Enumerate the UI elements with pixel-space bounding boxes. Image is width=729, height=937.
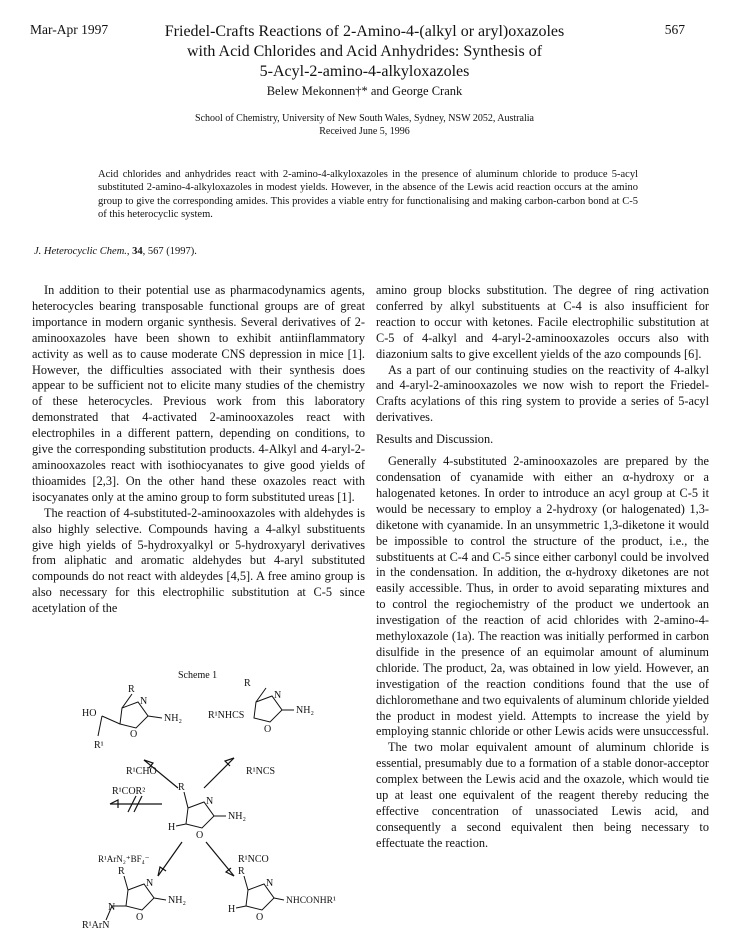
structure-label: O bbox=[136, 912, 144, 923]
structure-label: R bbox=[128, 684, 135, 695]
article-title bbox=[0, 22, 729, 82]
structure-label: HO bbox=[82, 708, 97, 719]
reagent-label: R¹CHO bbox=[126, 766, 157, 777]
reagent-label: R¹ArN₂⁺BF₄⁻ bbox=[98, 854, 150, 864]
reaction-arrow bbox=[144, 758, 234, 788]
structure-label: NHCONHR¹ bbox=[286, 896, 336, 906]
paragraph: In addition to their potential use as pharmacodynamics agents, heterocycles bearing transposable functional groups are of great importance in modern organic synthesis. Several derivatives of 2-aminooxazoles have been shown to exhibit antiinflammatory activity as well as to cause moderate CNS depression in mice [1]. However, the difficulties associated with their synthesis does appear to be sufficient not to elicite many studies of the chemistry of these heterocycles. Previous work from this laboratory demonstrated that 4-activated 2-aminooxazoles react with electrophiles in a different pattern, depending on conditions, to give the corresponding substitution products. 4-Alkyl and 4-aryl-2-aminooxazoles react with isothiocyanates to give good yields of thioamides [2,3]. On the other hand these oxazoles react with isocyanates only at the amino group to form substituted ureas [1]. bbox=[32, 283, 365, 504]
abstract: Acid chlorides and anhydrides react with 2-amino-4-alkyloxazoles in the presence of aluminum chloride to produce 5-acyl substituted 2-amino-4-alkyloxazoles in modest yields. However, in the absence of the Lewis acid reaction occurs at the amino group to give the corresponding amides. This provides a viable entry for functionalising and making carbon-carbon bond at C-5 of this heterocyclic system. bbox=[98, 169, 638, 221]
structure-label: R bbox=[244, 678, 251, 689]
structure-label: O bbox=[256, 912, 264, 923]
structure-label: R¹NHCS bbox=[208, 710, 245, 721]
structure-label: N bbox=[206, 796, 214, 807]
structure-label: R bbox=[118, 866, 125, 877]
paragraph: Generally 4-substituted 2-aminooxazoles are prepared by the condensation of cyanamide with either an α-hydroxy or a halogenated ketones. In order to introduce an acyl group at C-5 it would be necessary to employ a 2-hydroxy (or halogenated) 1,3-diketone with cyanamide. In an unsymmetric 1,3-diketone it would be impossible to control the structure of the product, i.e., the substituents at C-4 and C-5 since either carbonyl could be involved in the condensation. In addition, the α-hydroxy diketones are not easily accessible. Thus, in order to avoid separating mixtures and to control the regiochemistry of the product we undertook an investigation of the reaction of acid chlorides with 2-amino-4-methyloxazole (1a). The reaction was initially performed in carbon disulfide in the presence of an equimolar amount of aluminum chloride. The product, 2a, was obtained in low yield. However, an investigation of the reaction conditions found that the use of dichloromethane and two equivalents of aluminum chloride yielded the product in modest yield. Attempts to increase the yield by employing stannic chloride or other Lewis acids were unsuccessful. bbox=[376, 454, 709, 739]
structure-label: NH₂ bbox=[296, 705, 314, 716]
structure-label: R¹ArN bbox=[82, 920, 110, 931]
structure-label: N bbox=[266, 878, 274, 889]
structure-starting-aminooxazole bbox=[176, 792, 226, 828]
title-line-3: 5-Acyl-2-amino-4-alkyloxazoles bbox=[259, 63, 470, 80]
structure-label: NH₂ bbox=[168, 895, 186, 906]
section-heading: Results and Discussion. bbox=[376, 432, 494, 447]
paragraph: The reaction of 4-substituted-2-aminooxazoles with aldehydes is also highly selective. Compounds having a 4-alkyl substituents give high yields of 5-hydroxyalkyl or 5-hydroxyaryl derivatives from aliphatic and aromatic aldehydes but 4-aryl substituted compounds do not react with aldeydes [4,5]. A free amino group is also necessary for this electrophilic substitution at C-5 since acetylation of the bbox=[32, 505, 365, 616]
reagent-label: R¹NCS bbox=[246, 766, 276, 777]
paragraph: The two molar equivalent amount of aluminum chloride is essential, presumably due to a formation of a stable donor-acceptor complex between the Lewis acid and the oxazole, which would tie up at least one equivalent of the reagent thereby reducing the effective concentration of unassociated Lewis acid, and consequently a second equivalent then being necessary to effectuate the reaction. bbox=[376, 740, 709, 850]
blocked-reaction-arrow bbox=[110, 796, 162, 812]
received-date: Received June 5, 1996 bbox=[319, 126, 410, 137]
page-number: 567 bbox=[664, 22, 685, 37]
title-line-2: with Acid Chlorides and Acid Anhydrides: Synthesis of bbox=[186, 43, 543, 60]
structure-label: N bbox=[108, 902, 116, 913]
paragraph: As a part of our continuing studies on the reactivity of 4-alkyl and 4-aryl-2-aminooxazoles we now wish to report the Friedel-Crafts acylations of this ring system to provide a series of 5-acyl derivatives. bbox=[376, 362, 709, 425]
structure-label: H bbox=[228, 904, 236, 915]
right-column bbox=[376, 283, 709, 852]
paragraph: amino group blocks substitution. The degree of ring activation conferred by alkyl substituents at C-4 is also insufficient for reaction to occur with ketones. Facile electrophilic substitution at C-5 of 4-alkyl and 4-aryl-2-aminooxazoles occurs also with diazonium salts to give excellent yields of the azo compounds [6]. bbox=[376, 283, 709, 361]
structure-label: O bbox=[196, 830, 204, 841]
authors: Belew Mekonnen†* and George Crank bbox=[266, 84, 463, 98]
citation-pages: 567 (1997). bbox=[147, 246, 197, 257]
citation: J. Heterocyclic Chem., 34, 567 (1997). bbox=[34, 246, 197, 257]
structure-label: R¹ bbox=[94, 740, 104, 751]
structure-urea-oxazole bbox=[236, 876, 284, 910]
affiliation-institution: School of Chemistry, University of New South Wales, Sydney, NSW 2052, Australia bbox=[195, 113, 534, 124]
structure-label: N bbox=[140, 696, 148, 707]
citation-journal: J. Heterocyclic Chem. bbox=[34, 246, 127, 257]
reagent-label: R¹NCO bbox=[238, 854, 269, 865]
reagent-label: R¹COR² bbox=[112, 786, 146, 797]
structure-label: O bbox=[264, 724, 272, 735]
structure-label: H bbox=[168, 822, 176, 833]
affiliation bbox=[0, 112, 729, 138]
structure-label: N bbox=[274, 690, 282, 701]
structure-label: R bbox=[238, 866, 245, 877]
title-line-1: Friedel-Crafts Reactions of 2-Amino-4-(alkyl or aryl)oxazoles bbox=[164, 23, 565, 40]
structure-label: NH₂ bbox=[164, 713, 182, 724]
citation-volume: 34 bbox=[132, 246, 143, 257]
scheme-title: Scheme 1 bbox=[178, 670, 218, 681]
structure-label: N bbox=[146, 878, 154, 889]
structure-label: O bbox=[130, 729, 138, 740]
journal-issue-date: Mar-Apr 1997 bbox=[30, 22, 109, 37]
scheme-1-diagram bbox=[32, 664, 365, 932]
structure-label: R bbox=[178, 782, 185, 793]
reaction-arrow bbox=[158, 842, 234, 876]
left-column bbox=[32, 283, 365, 617]
structure-label: NH₂ bbox=[228, 811, 246, 822]
